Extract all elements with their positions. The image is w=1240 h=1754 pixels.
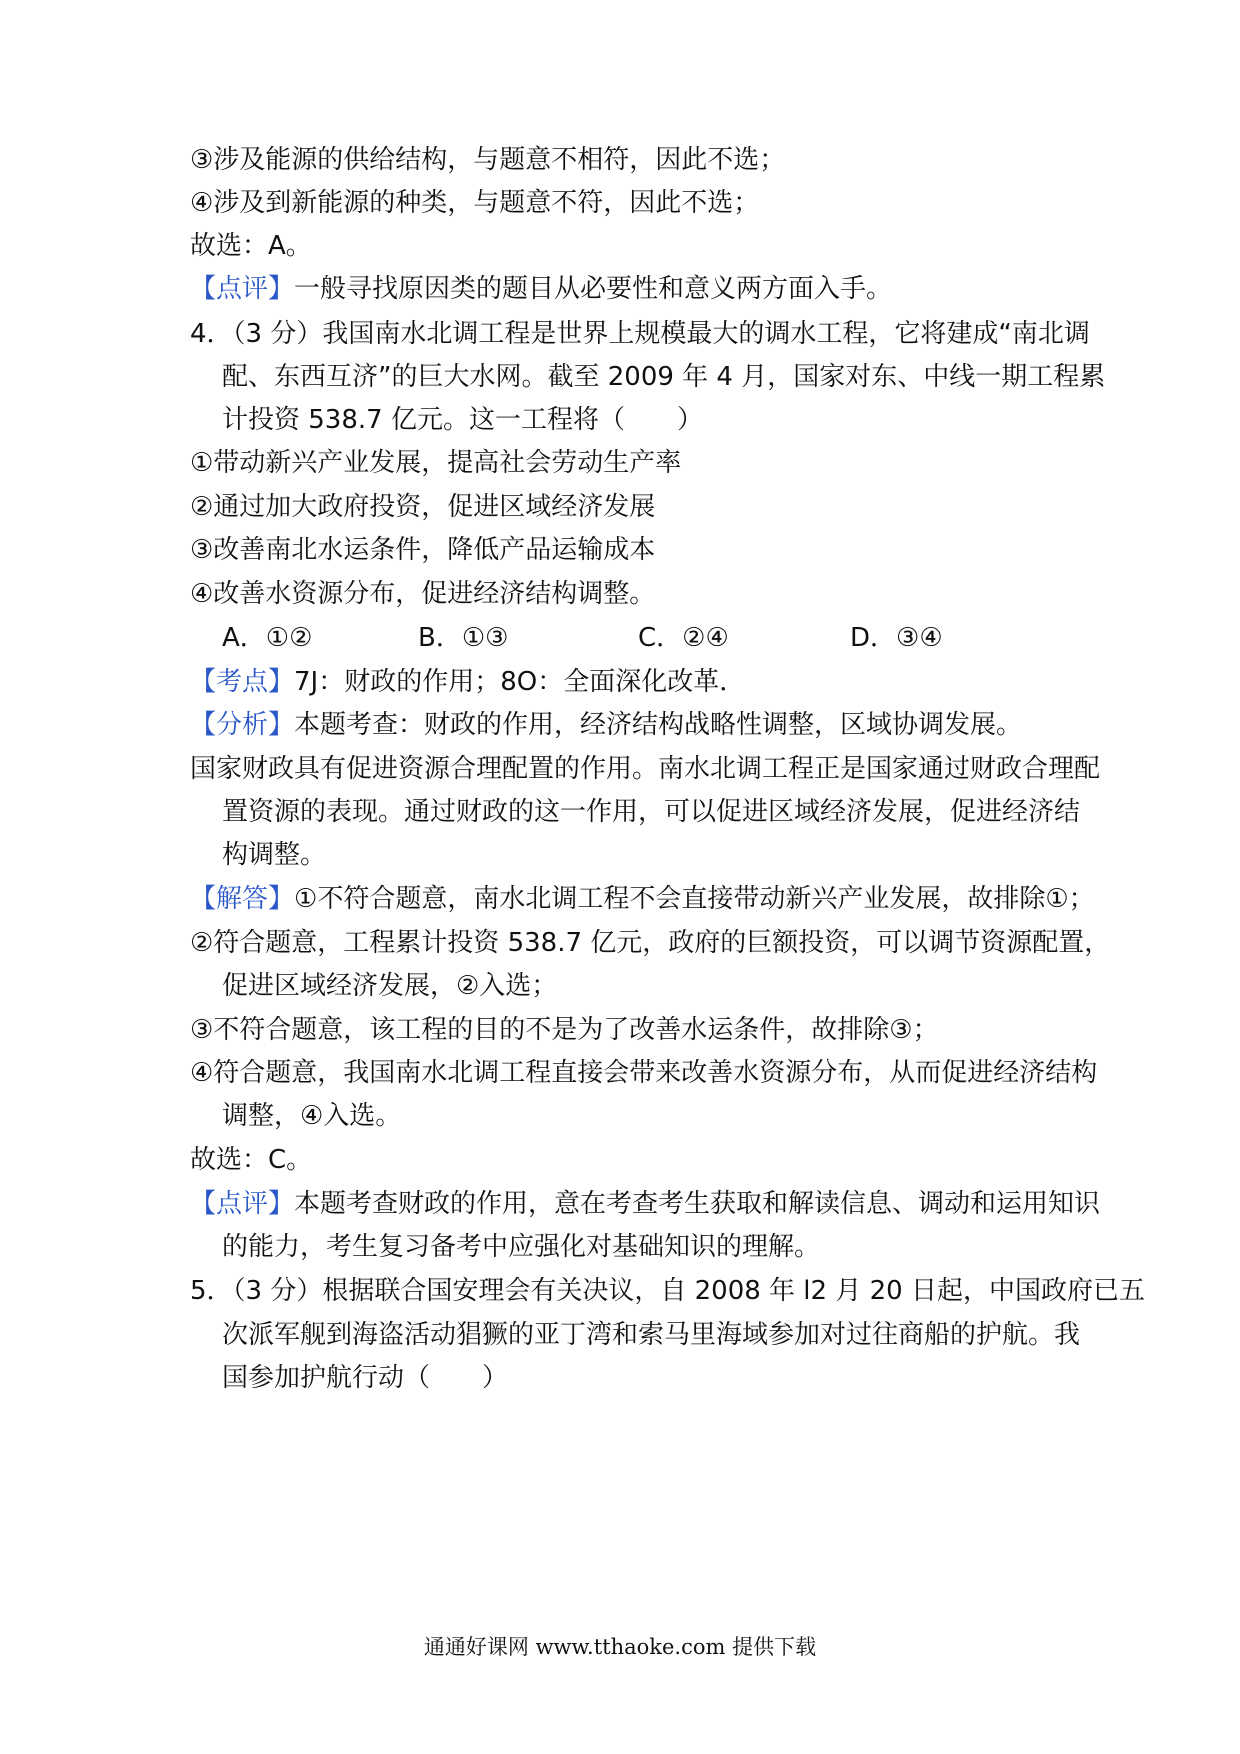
- statement-1: ①带动新兴产业发展，提高社会劳动生产率: [190, 448, 682, 478]
- kaodian-tag: 【考点】: [190, 667, 295, 697]
- analysis-line: 国家财政具有促进资源合理配置的作用。南水北调工程正是国家通过财政合理配: [190, 754, 1101, 784]
- jieda-line: 【解答】①不符合题意，南水北调工程不会直接带动新兴产业发展，故排除①；: [190, 884, 1095, 914]
- answer-line: 故选：C。: [190, 1145, 313, 1175]
- comment-line: 【点评】一般寻找原因类的题目从必要性和意义两方面入手。: [190, 274, 893, 304]
- statement-4: ④改善水资源分布，促进经济结构调整。: [190, 579, 656, 609]
- solution-line: 促进区域经济发展，②入选；: [222, 971, 558, 1001]
- comment-line: 的能力，考生复习备考中应强化对基础知识的理解。: [222, 1232, 821, 1262]
- option-b: B．①③: [418, 623, 509, 653]
- question-4-line: 计投资 538.7 亿元。这一工程将（ ）: [222, 405, 703, 435]
- question-4-line: 4．（3 分）我国南水北调工程是世界上规模最大的调水工程，它将建成“南北调: [190, 319, 1090, 349]
- fenxi-line: 【分析】本题考查：财政的作用，经济结构战略性调整，区域协调发展。: [190, 710, 1023, 740]
- comment-line: 【点评】本题考查财政的作用，意在考查考生获取和解读信息、调动和运用知识: [190, 1189, 1101, 1219]
- text-line: ④涉及到新能源的种类，与题意不符，因此不选；: [190, 188, 760, 218]
- analysis-line: 置资源的表现。通过财政的这一作用，可以促进区域经济发展，促进经济结: [222, 797, 1081, 827]
- solution-line: 调整，④入选。: [222, 1101, 402, 1131]
- option-c: C．②④: [638, 623, 729, 653]
- comment-tag: 【点评】: [190, 1189, 295, 1219]
- kaodian-line: 【考点】7J：财政的作用；8O：全面深化改革．: [190, 667, 746, 697]
- analysis-line: 构调整。: [222, 840, 327, 870]
- answer-options: [222, 620, 1042, 656]
- solution-line: ③不符合题意，该工程的目的不是为了改善水运条件，故排除③；: [190, 1015, 939, 1045]
- option-d: D．③④: [850, 623, 943, 653]
- question-5-line: 5．（3 分）根据联合国安理会有关决议，自 2008 年 l2 月 20 日起，中国政府已五: [190, 1276, 1145, 1306]
- question-5-line: 次派军舰到海盗活动猖獗的亚丁湾和索马里海域参加对过往商船的护航。我: [222, 1320, 1081, 1350]
- solution-line: ④符合题意，我国南水北调工程直接会带来改善水资源分布，从而促进经济结构: [190, 1058, 1098, 1088]
- answer-line: 故选：A。: [190, 231, 312, 261]
- fenxi-tag: 【分析】: [190, 710, 295, 740]
- page-footer: 通通好课网 www.tthaoke.com 提供下载: [423, 1635, 817, 1659]
- option-a: A．①②: [222, 623, 313, 653]
- statement-3: ③改善南北水运条件，降低产品运输成本: [190, 535, 656, 565]
- question-5-line: 国参加护航行动（ ）: [222, 1363, 509, 1393]
- question-4-line: 配、东西互济”的巨大水网。截至 2009 年 4 月，国家对东、中线一期工程累: [222, 362, 1106, 392]
- comment-tag: 【点评】: [190, 274, 295, 304]
- jieda-tag: 【解答】: [190, 884, 295, 914]
- statement-2: ②通过加大政府投资，促进区域经济发展: [190, 492, 656, 522]
- text-line: ③涉及能源的供给结构，与题意不相符，因此不选；: [190, 145, 786, 175]
- solution-line: ②符合题意，工程累计投资 538.7 亿元，政府的巨额投资，可以调节资源配置，: [190, 928, 1111, 958]
